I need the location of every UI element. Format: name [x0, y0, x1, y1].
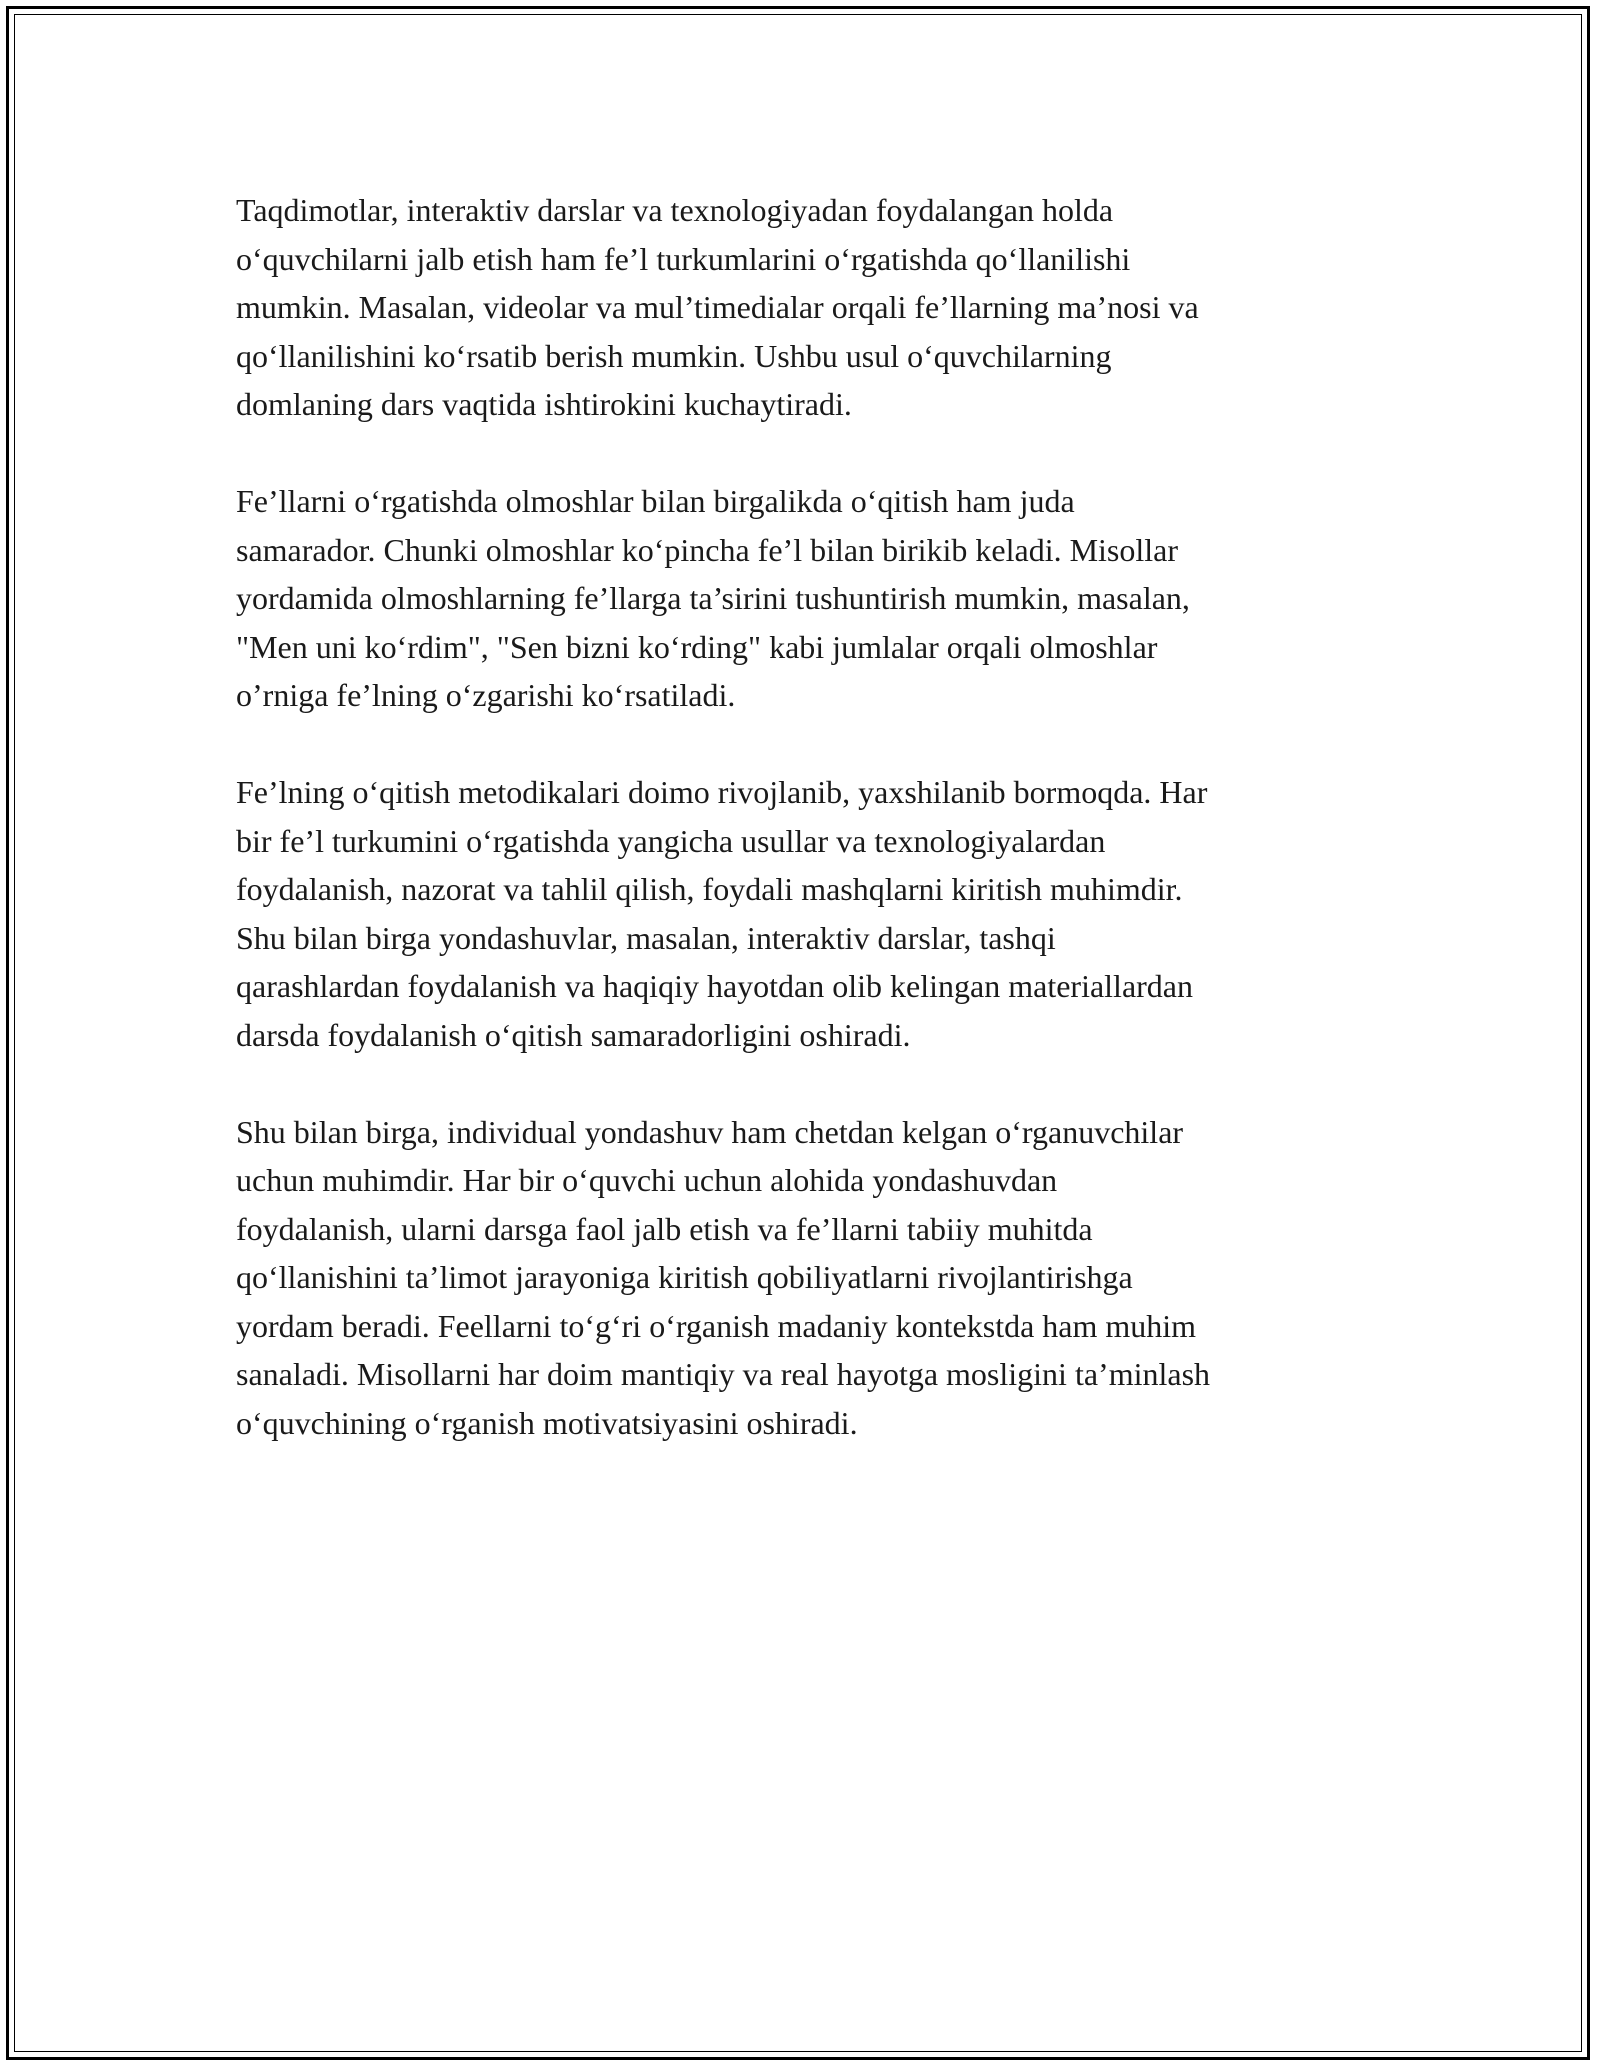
- text-line: "Men uni ko‘rdim", "Sen bizni ko‘rding" kabi jumlalar orqali olmoshlar: [236, 628, 1158, 665]
- paragraph-spacer: [236, 1059, 1366, 1108]
- text-line: Shu bilan birga, individual yondashuv ham chetdan kelgan o‘rganuvchilar: [236, 1113, 1184, 1150]
- text-line: domlaning dars vaqtida ishtirokini kuchaytiradi.: [236, 386, 852, 422]
- paragraph-1: [236, 186, 1366, 429]
- text-line: bir fe’l turkumini o‘rgatishda yangicha usullar va texnologiyalardan: [236, 822, 1106, 859]
- text-line: darsda foydalanish o‘qitish samaradorligini oshiradi.: [236, 1016, 911, 1053]
- text-line: o’rniga fe’lning o‘zgarishi ko‘rsatiladi.: [236, 677, 736, 713]
- text-line: uchun muhimdir. Har bir o‘quvchi uchun alohida yondashuvdan: [236, 1162, 1058, 1198]
- text-line: mumkin. Masalan, videolar va mul’timedialar orqali fe’llarning ma’nosi va: [236, 289, 1199, 325]
- paragraph-4: [236, 1108, 1366, 1448]
- text-line: Fe’llarni o‘rgatishda olmoshlar bilan birgalikda o‘qitish ham juda: [236, 483, 1075, 519]
- text-line: qo‘llanishini ta’limot jarayoniga kiritish qobiliyatlarni rivojlantirishga: [236, 1259, 1133, 1295]
- text-line: yordamida olmoshlarning fe’llarga ta’sirini tushuntirish mumkin, masalan,: [236, 580, 1190, 616]
- paragraph-spacer: [236, 429, 1366, 478]
- text-line: sanaladi. Misollarni har doim mantiqiy va real hayotga mosligini ta’minlash: [236, 1356, 1211, 1392]
- text-line: samarador. Chunki olmoshlar ko‘pincha fe’l bilan birikib keladi. Misollar: [236, 531, 1179, 568]
- text-line: Shu bilan birga yondashuvlar, masalan, interaktiv darslar, tashqi: [236, 919, 1056, 956]
- text-line: foydalanish, nazorat va tahlil qilish, foydali mashqlarni kiritish muhimdir.: [236, 871, 1183, 907]
- document-body: [236, 186, 1366, 1447]
- paragraph-2: [236, 477, 1366, 720]
- text-line: Fe’lning o‘qitish metodikalari doimo rivojlanib, yaxshilanib bormoqda. Har: [236, 774, 1208, 810]
- text-line: o‘quvchining o‘rganish motivatsiyasini oshiradi.: [236, 1404, 858, 1441]
- text-line: qo‘llanilishini ko‘rsatib berish mumkin. Ushbu usul o‘quvchilarning: [236, 337, 1112, 374]
- text-line: o‘quvchilarni jalb etish ham fe’l turkumlarini o‘rgatishda qo‘llanilishi: [236, 240, 1131, 277]
- text-line: foydalanish, ularni darsga faol jalb etish va fe’llarni tabiiy muhitda: [236, 1210, 1093, 1247]
- paragraph-spacer: [236, 720, 1366, 769]
- text-line: Taqdimotlar, interaktiv darslar va texnologiyadan foydalangan holda: [236, 192, 1114, 228]
- paragraph-3: [236, 768, 1366, 1059]
- text-line: yordam beradi. Feellarni to‘g‘ri o‘rganish madaniy kontekstda ham muhim: [236, 1307, 1197, 1344]
- text-line: qarashlardan foydalanish va haqiqiy hayotdan olib kelingan materiallardan: [236, 968, 1193, 1004]
